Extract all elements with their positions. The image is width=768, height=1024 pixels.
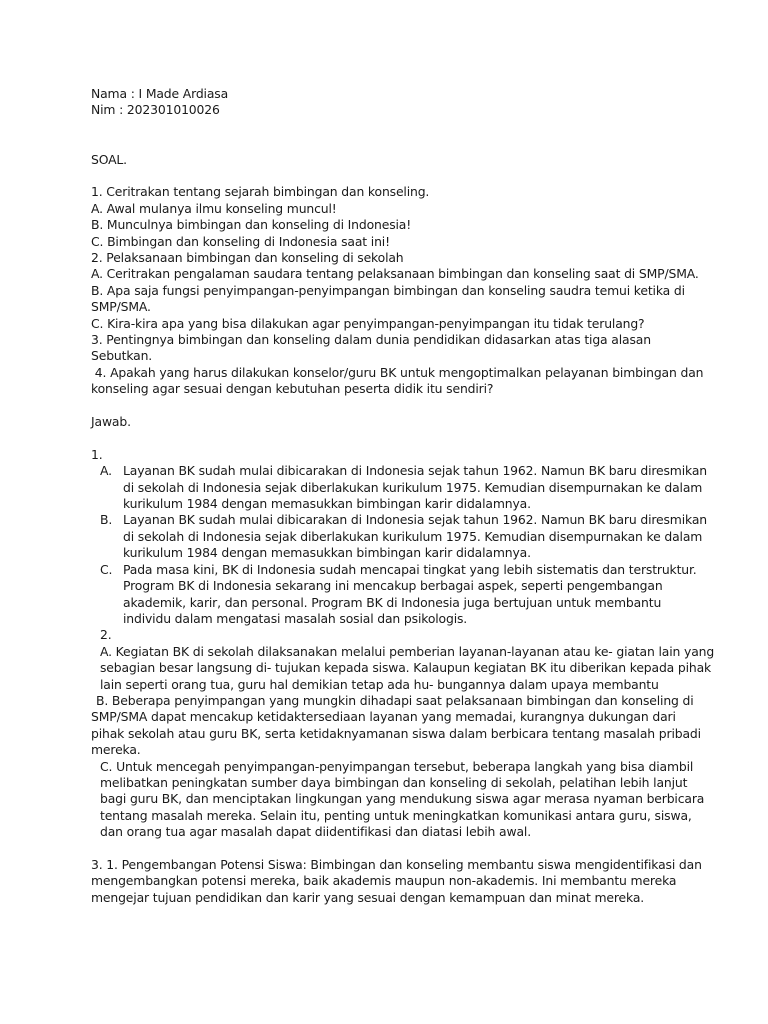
soal-line: B. Apa saja fungsi penyimpangan-penyimpangan bimbingan dan konseling saudra temui ketika di <box>91 282 685 298</box>
soal-line: 1. Ceritrakan tentang sejarah bimbingan dan konseling. <box>91 184 430 200</box>
answer-line: melibatkan peningkatan sumber daya bimbingan dan konseling di sekolah, pelatihan lebih lanjut <box>100 774 688 790</box>
answer-line: tentang masalah mereka. Selain itu, penting untuk meningkatkan komunikasi antara guru, siswa, <box>100 807 692 823</box>
soal-line: B. Munculnya bimbingan dan konseling di Indonesia! <box>91 217 412 233</box>
answer-line: lain seperti orang tua, guru hal demikian tetap ada hu- bungannya dalam upaya membantu <box>100 676 659 692</box>
answer-line: mereka. <box>91 742 141 758</box>
jawab-heading: Jawab. <box>91 414 131 430</box>
answer-line: SMP/SMA dapat mencakup ketidaktersediaan layanan yang memadai, kurangnya dukungan dari <box>91 709 676 725</box>
list-marker: C. <box>100 561 113 577</box>
soal-question-list <box>91 184 704 397</box>
answer-line: pihak sekolah atau guru BK, serta ketidaknyamanan siswa dalam berbicara tentang masalah pribadi <box>91 725 701 741</box>
document-page <box>91 86 715 906</box>
soal-line: konseling agar sesuai dengan kebutuhan peserta didik itu sendiri? <box>91 381 494 397</box>
soal-line: 4. Apakah yang harus dilakukan konselor/guru BK untuk mengoptimalkan pelayanan bimbingan dan <box>91 364 704 380</box>
answer-line: C. Untuk mencegah penyimpangan-penyimpangan tersebut, beberapa langkah yang bisa diambil <box>100 758 694 774</box>
soal-heading: SOAL. <box>91 151 127 167</box>
soal-line: 2. Pelaksanaan bimbingan dan konseling di sekolah <box>91 250 404 266</box>
list-marker: A. <box>100 463 112 479</box>
student-nim: Nim : 202301010026 <box>91 102 220 118</box>
answer-1-item-a <box>91 463 707 512</box>
answer-line: di sekolah di Indonesia sejak diberlakukan kurikulum 1975. Kemudian disempurnakan ke dalam <box>123 528 703 544</box>
soal-line: 3. Pentingnya bimbingan dan konseling dalam dunia pendidikan didasarkan atas tiga alasan <box>91 332 651 348</box>
answer-3 <box>91 857 702 906</box>
answer-line: mengejar tujuan pendidikan dan karir yang sesuai dengan kemampuan dan minat mereka. <box>91 889 645 905</box>
answer-1-item-b <box>91 512 707 561</box>
answer-2-item-b <box>91 692 701 759</box>
answer-line: A. Kegiatan BK di sekolah dilaksanakan melalui pemberian layanan-layanan atau ke- giatan lain yang <box>100 643 715 659</box>
answer-line: dan orang tua agar masalah dapat diidentifikasi dan diatasi lebih awal. <box>100 824 531 840</box>
answer-line: Layanan BK sudah mulai dibicarakan di Indonesia sejak tahun 1962. Namun BK baru diresmikan <box>123 463 707 479</box>
answer-line: B. Beberapa penyimpangan yang mungkin dihadapi saat pelaksanaan bimbingan dan konseling di <box>96 692 694 708</box>
answer-line: 3. 1. Pengembangan Potensi Siswa: Bimbingan dan konseling membantu siswa mengidentifikasi dan <box>91 857 702 872</box>
answer-line: Layanan BK sudah mulai dibicarakan di Indonesia sejak tahun 1962. Namun BK baru diresmikan <box>123 512 707 528</box>
soal-line: SMP/SMA. <box>91 299 151 315</box>
answer-line: Program BK di Indonesia sekarang ini mencakup berbagai aspek, seperti pengembangan <box>123 578 663 594</box>
soal-line: C. Kira-kira apa yang bisa dilakukan agar penyimpangan-penyimpangan itu tidak terulang? <box>91 315 645 331</box>
answer-line: kurikulum 1984 dengan memasukkan bimbingan karir didalamnya. <box>123 545 531 561</box>
answer-line: Pada masa kini, BK di Indonesia sudah mencapai tingkat yang lebih sistematis dan terstruktur. <box>123 561 697 577</box>
answer-line: bagi guru BK, dan menciptakan lingkungan yang mendukung siswa agar merasa nyaman berbicara <box>100 791 705 807</box>
answer-line: di sekolah di Indonesia sejak diberlakukan kurikulum 1975. Kemudian disempurnakan ke dalam <box>123 479 703 495</box>
answer-1-number: 1. <box>91 446 103 462</box>
answer-2-item-a <box>91 643 715 693</box>
soal-line: Sebutkan. <box>91 348 153 364</box>
answer-line: sebagian besar langsung di- tujukan kepada siswa. Kalaupun kegiatan BK itu diberikan kepada pihak <box>100 660 712 676</box>
student-name: Nama : I Made Ardiasa <box>91 86 229 101</box>
soal-line: A. Awal mulanya ilmu konseling muncul! <box>91 200 337 216</box>
answer-line: mengembangkan potensi mereka, baik akademis maupun non-akademis. Ini membantu mereka <box>91 873 677 889</box>
answer-2-number: 2. <box>100 627 112 643</box>
answer-1-item-c <box>91 561 697 628</box>
soal-line: A. Ceritrakan pengalaman saudara tentang pelaksanaan bimbingan dan konseling saat di SMP/SMA. <box>91 266 699 282</box>
answer-line: individu dalam mengatasi masalah sosial dan psikologis. <box>123 610 468 626</box>
answer-2-item-c <box>91 758 705 841</box>
answer-line: kurikulum 1984 dengan memasukkan bimbingan karir didalamnya. <box>123 496 531 512</box>
list-marker: B. <box>100 512 113 528</box>
answer-line: akademik, karir, dan personal. Program BK di Indonesia juga bertujuan untuk membantu <box>123 594 662 610</box>
soal-line: C. Bimbingan dan konseling di Indonesia saat ini! <box>91 233 390 249</box>
